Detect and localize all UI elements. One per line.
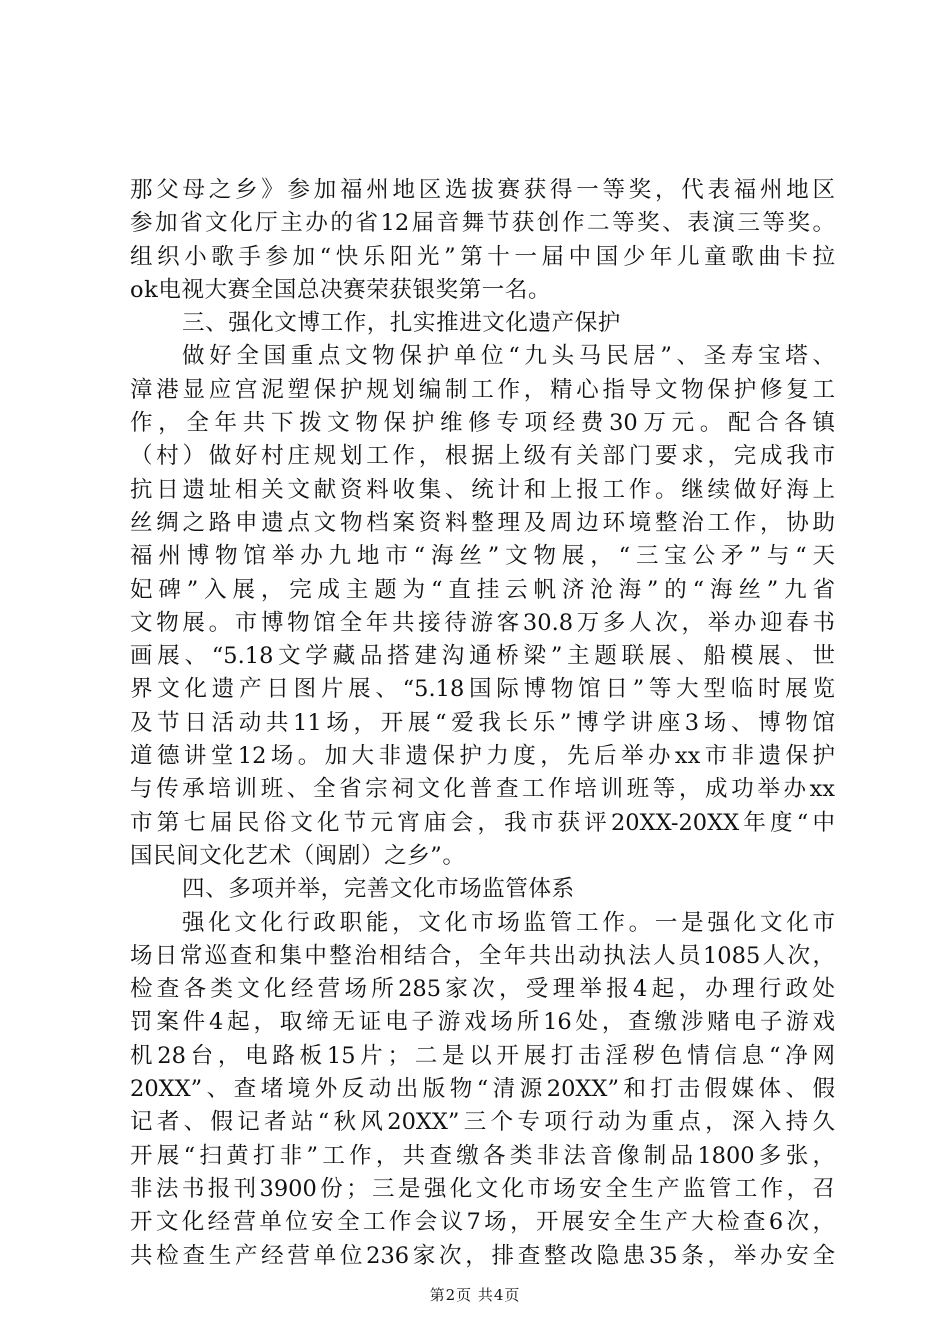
document-body <box>130 174 835 1273</box>
text-line: 组织小歌手参加“快乐阳光”第十一届中国少年儿童歌曲卡拉 <box>130 243 835 270</box>
text-line: 20XX”、查堵境外反动出版物“清源20XX”和打击假媒体、假 <box>130 1076 835 1103</box>
text-line: 抗日遗址相关文献资料收集、统计和上报工作。继续做好海上 <box>130 476 835 503</box>
text-line: 界文化遗产日图片展、“5.18国际博物馆日”等大型临时展览 <box>130 676 835 703</box>
text-line: 作，全年共下拨文物保护维修专项经费30万元。配合各镇 <box>130 410 835 437</box>
text-line: 妃碑”入展，完成主题为“直挂云帆济沧海”的“海丝”九省 <box>130 576 835 603</box>
text-line: 罚案件4起，取缔无证电子游戏场所16处，查缴涉赌电子游戏 <box>130 1009 835 1036</box>
paragraph-first-line: 做好全国重点文物保护单位“九头马民居”、圣寿宝塔、 <box>182 343 835 370</box>
text-line: 记者、假记者站“秋风20XX”三个专项行动为重点，深入持久 <box>130 1109 835 1136</box>
text-line: 福州博物馆举办九地市“海丝”文物展，“三宝公矛”与“天 <box>130 543 835 570</box>
text-line: 文物展。市博物馆全年共接待游客30.8万多人次，举办迎春书 <box>130 609 835 636</box>
paragraph-first-line: 四、多项并举，完善文化市场监管体系 <box>182 876 575 903</box>
text-line: 那父母之乡》参加福州地区选拔赛获得一等奖，代表福州地区 <box>130 177 835 203</box>
text-line: 画展、“5.18文学藏品搭建沟通桥梁”主题联展、船模展、世 <box>130 643 835 670</box>
text-line: 道德讲堂12场。加大非遗保护力度，先后举办xx市非遗保护 <box>130 743 835 770</box>
page-footer: 第2页 共4页 <box>429 1286 521 1304</box>
text-line: 机28台，电路板15片；二是以开展打击淫秽色情信息“净网 <box>130 1042 835 1069</box>
text-line: 漳港显应宫泥塑保护规划编制工作，精心指导文物保护修复工 <box>130 376 835 403</box>
text-line: 国民间文化艺术（闽剧）之乡”。 <box>130 842 466 869</box>
paragraph-first-line: 三、强化文博工作，扎实推进文化遗产保护 <box>182 310 621 337</box>
text-line: 开文化经营单位安全工作会议7场，开展安全生产大检查6次， <box>130 1209 835 1236</box>
text-line: 检查各类文化经营场所285家次，受理举报4起，办理行政处 <box>130 976 835 1003</box>
text-line: 与传承培训班、全省宗祠文化普查工作培训班等，成功举办xx <box>130 776 835 803</box>
paragraph-first-line: 强化文化行政职能，文化市场监管工作。一是强化文化市 <box>182 909 835 936</box>
text-line: 参加省文化厅主办的省12届音舞节获创作二等奖、表演三等奖。 <box>130 210 835 237</box>
text-line: 场日常巡查和集中整治相结合，全年共出动执法人员1085人次， <box>130 942 835 969</box>
text-line: 及节日活动共11场，开展“爱我长乐”博学讲座3场、博物馆 <box>130 709 835 736</box>
text-line: 非法书报刊3900份；三是强化文化市场安全生产监管工作，召 <box>130 1175 835 1202</box>
text-line: 共检查生产经营单位236家次，排查整改隐患35条，举办安全 <box>130 1242 835 1269</box>
text-line: 市第七届民俗文化节元宵庙会，我市获评20XX-20XX年度“中 <box>130 809 835 836</box>
text-line: （村）做好村庄规划工作，根据上级有关部门要求，完成我市 <box>130 443 835 470</box>
text-line: ok电视大赛全国总决赛荣获银奖第一名。 <box>130 276 552 303</box>
text-line: 开展“扫黄打非”工作，共查缴各类非法音像制品1800多张， <box>130 1142 835 1169</box>
text-line: 丝绸之路申遗点文物档案资料整理及周边环境整治工作，协助 <box>130 509 835 536</box>
